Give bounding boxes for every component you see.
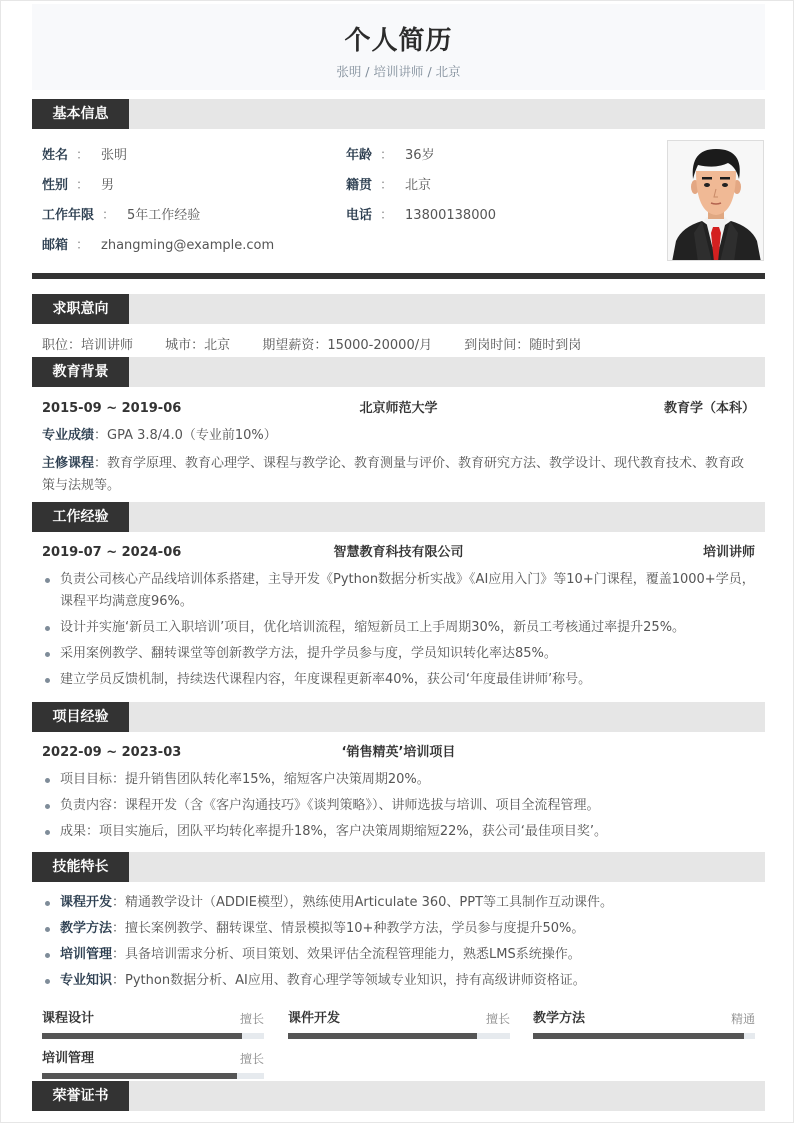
education-gpa: 专业成绩：GPA 3.8/4.0（专业前10%）	[42, 428, 277, 443]
section-title-project: 项目经验	[32, 702, 129, 732]
skill-bar-1: 课件开发 擅长	[288, 1010, 510, 1044]
list-item: 建立学员反馈机制，持续迭代课程内容，年度课程更新率40%，获公司‘年度最佳讲师’称号。	[42, 669, 757, 691]
education-degree: 教育学（本科）	[663, 401, 755, 416]
job-intent	[42, 337, 609, 355]
skill-track	[42, 1073, 264, 1079]
info-value: 36岁	[405, 148, 435, 163]
list-item: 设计并实施‘新员工入职培训’项目，优化培训流程，缩短新员工上手周期30%，新员工考核通过率提升25%。	[42, 617, 757, 639]
skill-fill	[533, 1033, 744, 1039]
intent-position: 职位：培训讲师	[42, 338, 134, 353]
education-courses: 主修课程：教育学原理、教育心理学、课程与教学论、教育测量与评价、教育研究方法、教学设计、现代教育技术、教育政策与法规等。	[42, 456, 745, 493]
section-title-honors: 荣誉证书	[32, 1081, 129, 1111]
list-item: 课程开发：精通教学设计（ADDIE模型），熟练使用Articulate 360、PPT等工具制作互动课件。	[42, 892, 757, 914]
info-label: 年龄	[346, 148, 373, 163]
info-experience: 工作年限 ： 5年工作经验	[42, 208, 201, 223]
avatar-photo	[667, 140, 764, 261]
list-item: 教学方法：擅长案例教学、翻转课堂、情景模拟等10+种教学方法，学员参与度提升50%。	[42, 918, 757, 940]
skills-bullets	[42, 892, 757, 996]
info-email: 邮箱 ： zhangming@example.com	[42, 238, 275, 253]
section-header-basic	[32, 99, 765, 129]
person-portrait-icon	[668, 141, 764, 261]
list-item: 负责内容：课程开发（含《客户沟通技巧》《谈判策略》）、讲师选拔与培训、项目全流程管理。	[42, 795, 757, 817]
info-value: 北京	[405, 178, 432, 193]
resume-header	[32, 4, 765, 90]
skill-track	[533, 1033, 755, 1039]
list-item: 成果：项目实施后，团队平均转化率提升18%，客户决策周期缩短22%，获公司‘最佳项目奖’。	[42, 821, 757, 843]
list-item: 专业知识：Python数据分析、AI应用、教育心理学等领域专业知识，持有高级讲师资格证。	[42, 970, 757, 992]
skill-track	[42, 1033, 264, 1039]
section-header-honors	[32, 1081, 765, 1111]
project-entry-header	[42, 743, 755, 763]
intent-availability: 到岗时间：随时到岗	[464, 338, 582, 353]
list-item: 负责公司核心产品线培训体系搭建，主导开发《Python数据分析实战》《AI应用入门》等10+门课程，覆盖1000+学员，课程平均满意度96%。	[42, 569, 757, 613]
section-header-intent	[32, 294, 765, 324]
education-school: 北京师范大学	[359, 401, 438, 416]
info-label: 电话	[346, 208, 373, 223]
list-item: 采用案例教学、翻转课堂等创新教学方法，提升学员参与度，学员知识转化率达85%。	[42, 643, 757, 665]
info-name: 姓名 ： 张明	[42, 148, 128, 163]
info-label: 工作年限	[42, 208, 95, 223]
info-value: 13800138000	[405, 208, 497, 223]
info-label: 籍贯	[346, 178, 373, 193]
work-entry-header	[42, 543, 755, 563]
section-title-skills: 技能特长	[32, 852, 129, 882]
skill-bar-3: 培训管理 擅长	[42, 1050, 264, 1084]
section-header-education	[32, 357, 765, 387]
section-title-basic: 基本信息	[32, 99, 129, 129]
divider	[32, 273, 765, 279]
info-phone: 电话 ： 13800138000	[346, 208, 497, 223]
page-subtitle: 张明 / 培训讲师 / 北京	[336, 64, 461, 79]
skill-bar-0: 课程设计 擅长	[42, 1010, 264, 1044]
info-age: 年龄 ： 36岁	[346, 148, 435, 163]
project-name: ‘销售精英’培训项目	[341, 745, 456, 760]
education-entry-header	[42, 399, 755, 419]
skill-bar-2: 教学方法 精通	[533, 1010, 755, 1044]
info-hometown: 籍贯 ： 北京	[346, 178, 432, 193]
work-company: 智慧教育科技有限公司	[333, 545, 464, 560]
info-value: 张明	[101, 148, 128, 163]
info-label: 姓名	[42, 148, 69, 163]
skill-fill	[288, 1033, 477, 1039]
section-title-work: 工作经验	[32, 502, 129, 532]
section-title-education: 教育背景	[32, 357, 129, 387]
intent-city: 城市：北京	[165, 338, 231, 353]
intent-salary: 期望薪资：15000-20000/月	[262, 338, 433, 353]
education-period: 2015-09 ~ 2019-06	[42, 401, 182, 416]
info-value: 5年工作经验	[127, 208, 201, 223]
project-bullets	[42, 769, 757, 847]
section-title-intent: 求职意向	[32, 294, 129, 324]
info-label: 邮箱	[42, 238, 69, 253]
info-label: 性别	[42, 178, 69, 193]
work-title: 培训讲师	[702, 545, 755, 560]
list-item: 项目目标：提升销售团队转化率15%，缩短客户决策周期20%。	[42, 769, 757, 791]
skill-fill	[42, 1033, 242, 1039]
skill-fill	[42, 1073, 237, 1079]
skill-track	[288, 1033, 510, 1039]
work-period: 2019-07 ~ 2024-06	[42, 545, 182, 560]
list-item: 培训管理：具备培训需求分析、项目策划、效果评估全流程管理能力，熟悉LMS系统操作。	[42, 944, 757, 966]
section-header-project	[32, 702, 765, 732]
section-header-work	[32, 502, 765, 532]
info-value: 男	[101, 178, 115, 193]
project-period: 2022-09 ~ 2023-03	[42, 745, 182, 760]
section-header-skills	[32, 852, 765, 882]
page-title: 个人简历	[344, 26, 453, 56]
work-bullets	[42, 569, 757, 695]
info-gender: 性别 ： 男	[42, 178, 115, 193]
info-value: zhangming@example.com	[101, 238, 275, 253]
